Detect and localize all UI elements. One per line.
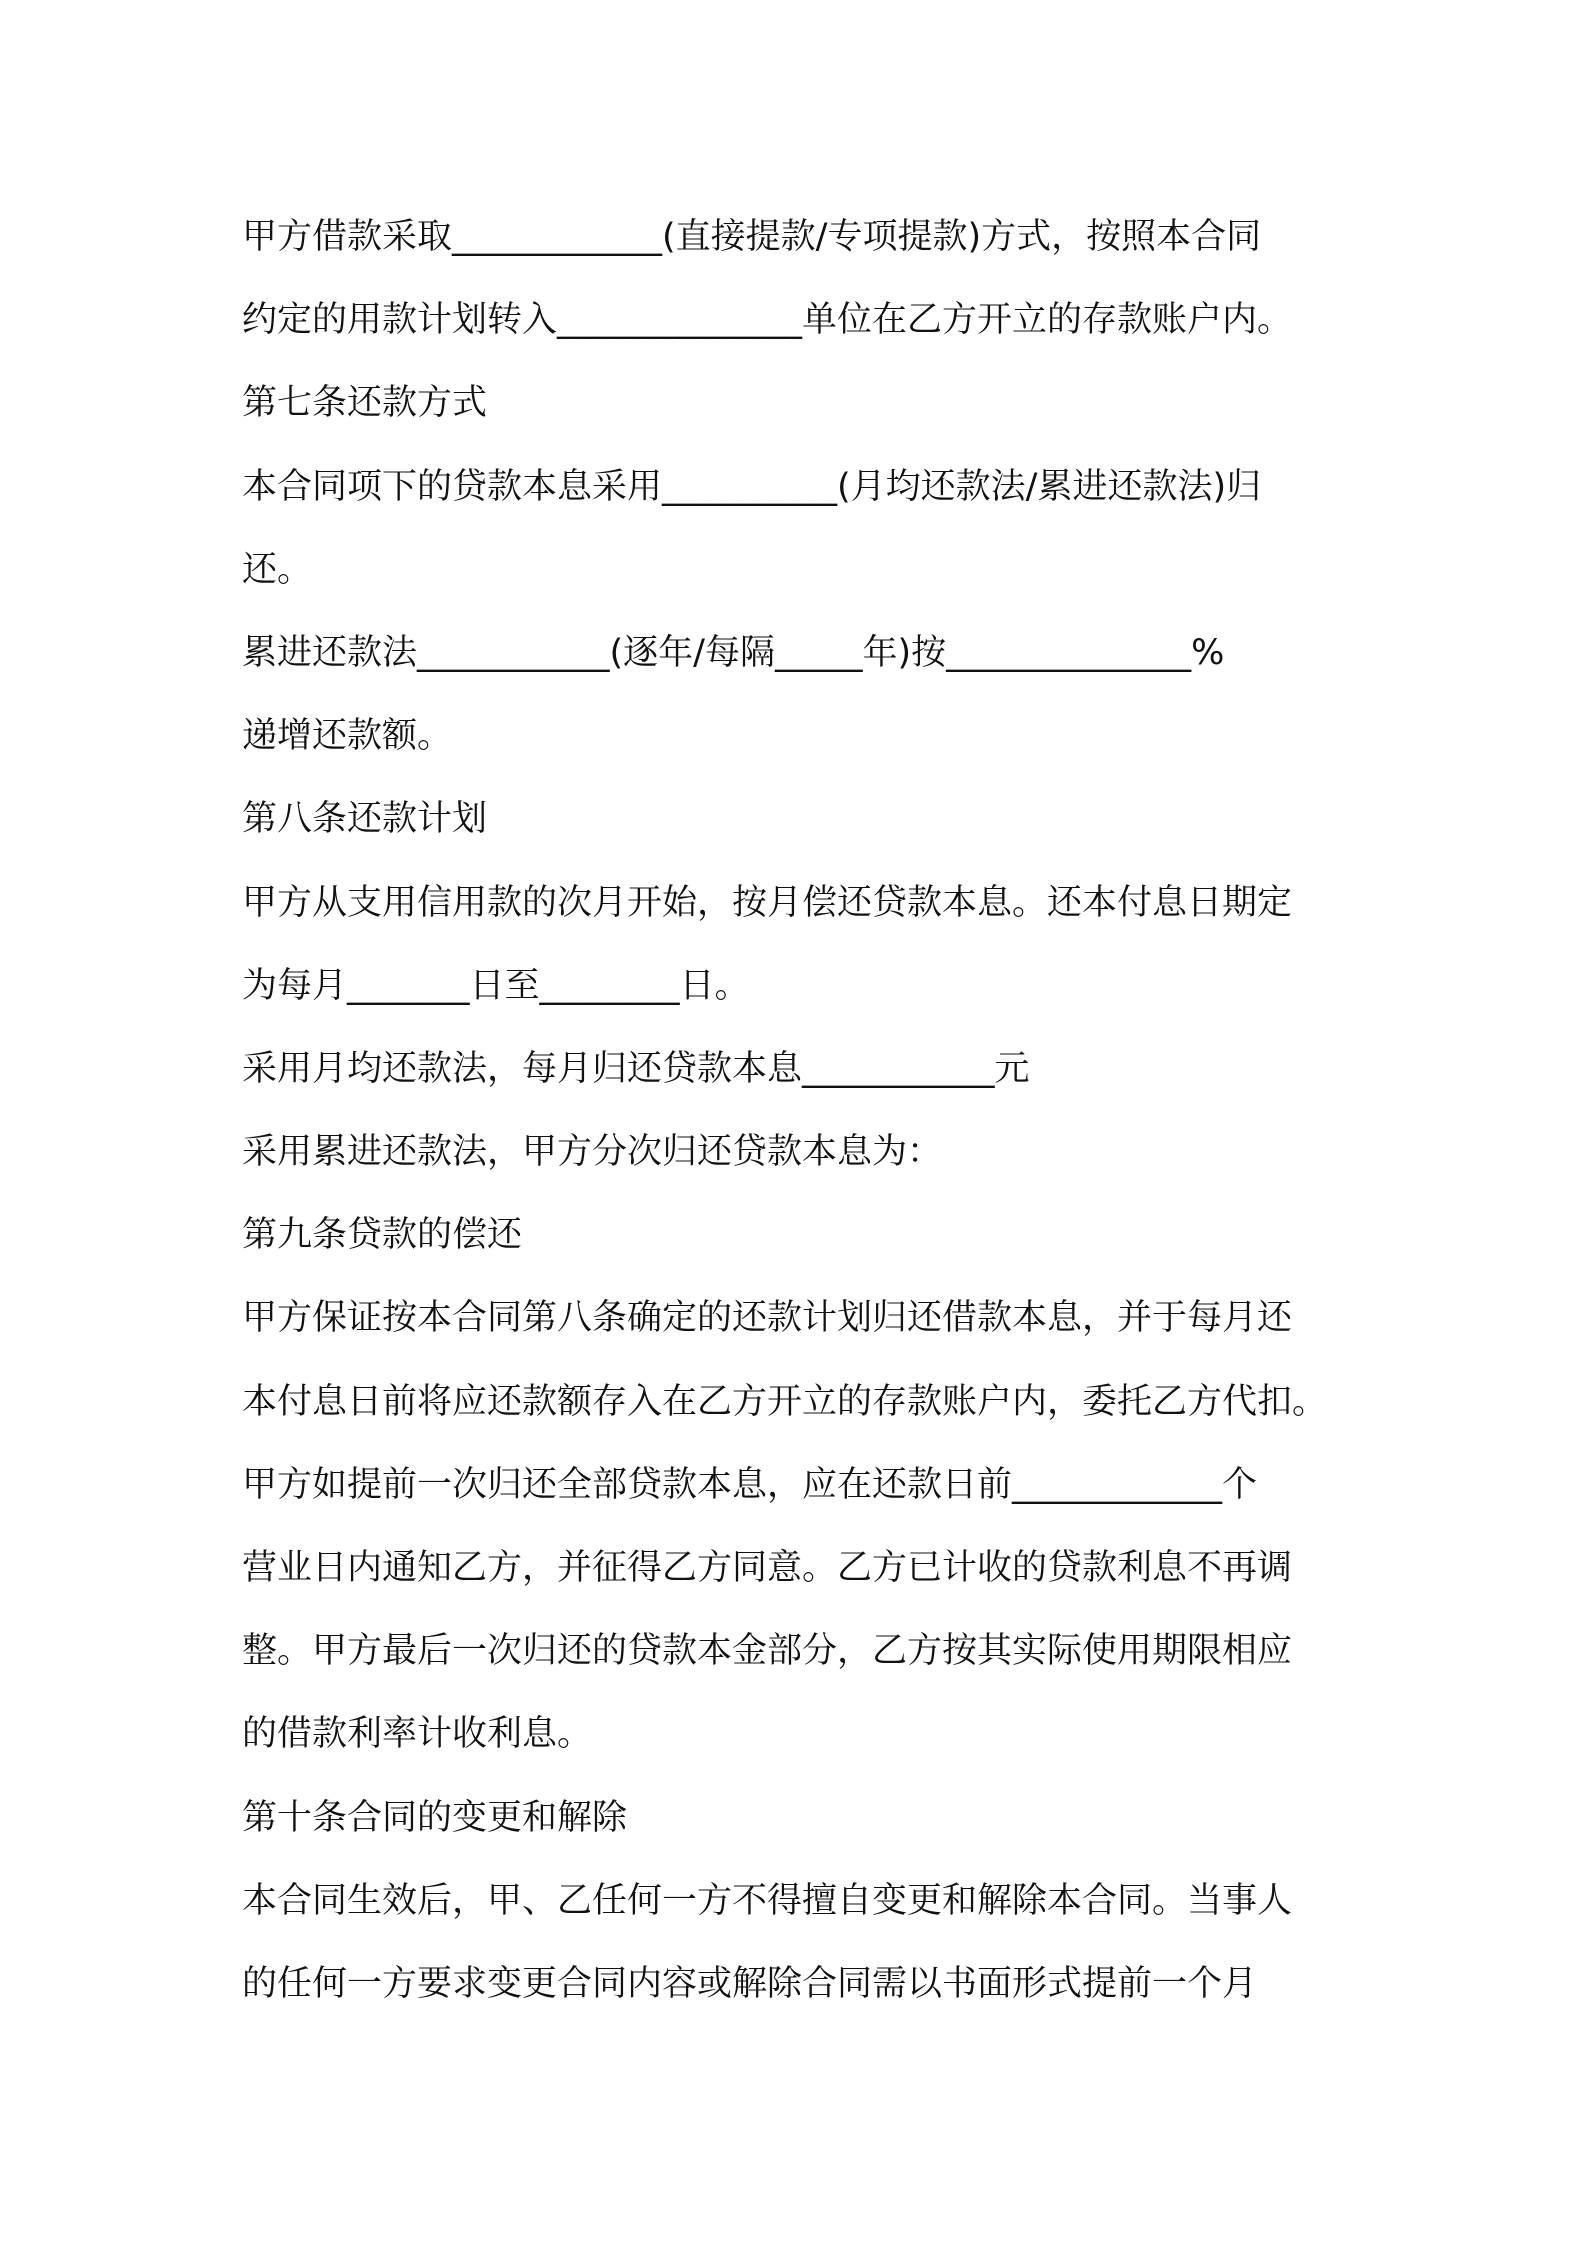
paragraph-line: 营业日内通知乙方，并征得乙方同意。乙方已计收的贷款利息不再调 xyxy=(242,1548,1293,1588)
paragraph-line: 的借款利率计收利息。 xyxy=(242,1714,593,1755)
paragraph-line: 的任何一方要求变更合同内容或解除合同需以书面形式提前一个月 xyxy=(242,1963,1258,2004)
document-body xyxy=(242,196,1372,2026)
paragraph-line: 整。甲方最后一次归还的贷款本金部分，乙方按其实际使用期限相应 xyxy=(242,1631,1293,1672)
paragraph-line: 甲方保证按本合同第八条确定的还款计划归还借款本息，并于每月还 xyxy=(242,1298,1293,1339)
paragraph-line: 采用月均还款法，每月归还贷款本息___________元 xyxy=(242,1048,1030,1089)
section-heading-article-8: 第八条还款计划 xyxy=(242,799,488,840)
paragraph-line: 约定的用款计划转入______________单位在乙方开立的存款账户内。 xyxy=(242,300,1293,341)
paragraph-line: 甲方借款采取____________(直接提款/专项提款)方式，按照本合同 xyxy=(242,217,1262,257)
paragraph-line: 递增还款额。 xyxy=(242,716,453,757)
paragraph-line: 甲方从支用信用款的次月开始，按月偿还贷款本息。还本付息日期定 xyxy=(242,882,1293,923)
section-heading-article-7: 第七条还款方式 xyxy=(242,383,488,424)
section-heading-article-10: 第十条合同的变更和解除 xyxy=(242,1797,628,1838)
paragraph-line: 本合同生效后，甲、乙任何一方不得擅自变更和解除本合同。当事人 xyxy=(242,1880,1293,1921)
paragraph-line: 本合同项下的贷款本息采用__________(月均还款法/累进还款法)归 xyxy=(242,466,1262,507)
paragraph-line: 还。 xyxy=(242,549,313,590)
paragraph-line: 甲方如提前一次归还全部贷款本息，应在还款日前____________个 xyxy=(242,1464,1258,1505)
paragraph-line: 采用累进还款法，甲方分次归还贷款本息为： xyxy=(242,1132,943,1173)
paragraph-line: 累进还款法___________(逐年/每隔_____年)按______________% xyxy=(242,632,1225,673)
paragraph-line: 为每月_______日至________日。 xyxy=(242,965,750,1006)
paragraph-line: 本付息日前将应还款额存入在乙方开立的存款账户内，委托乙方代扣。 xyxy=(242,1381,1328,1422)
section-heading-article-9: 第九条贷款的偿还 xyxy=(242,1215,523,1256)
